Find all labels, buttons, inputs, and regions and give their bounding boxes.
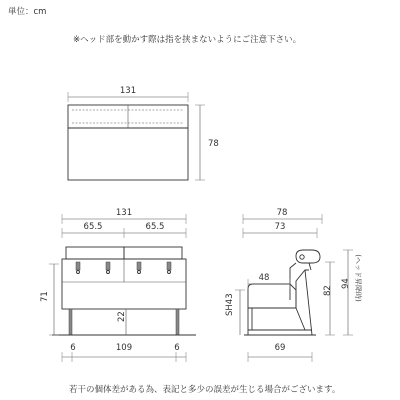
side-view: [225, 208, 363, 362]
side-height-label: 82: [323, 285, 333, 296]
front-view: [40, 208, 196, 362]
front-leg-offset-right-label: 6: [174, 343, 180, 353]
side-seat-height-label: SH43: [225, 293, 235, 316]
front-leg-height-label: 22: [117, 311, 127, 322]
side-seat-depth-label: 48: [258, 273, 270, 283]
top-width-label: 131: [119, 86, 137, 96]
front-total-width-label: 131: [115, 208, 133, 218]
side-body-depth-label: 73: [274, 222, 286, 232]
caution-note: ※ヘッド部を動かす際は指を挟まないようにご注意下さい。: [73, 35, 302, 45]
side-raised-note: (ヘッド昇降時): [354, 254, 362, 302]
top-depth-label: 78: [208, 139, 219, 149]
side-height-raised-label: 94: [341, 278, 351, 289]
unit-label: 単位：cm: [8, 7, 47, 17]
front-left-seat-width-label: 65.5: [83, 222, 103, 232]
side-total-depth-label: 78: [276, 208, 288, 218]
side-base-depth-label: 69: [274, 343, 286, 353]
top-view: [68, 86, 219, 180]
front-right-seat-width-label: 65.5: [145, 222, 165, 232]
front-leg-offset-left-label: 6: [70, 343, 76, 353]
footer-note: 若干の個体差がある為、表記と多少の誤差が生じる場合がございます。: [69, 385, 341, 395]
front-inner-leg-span-label: 109: [115, 343, 133, 353]
front-height-label: 71: [40, 291, 50, 302]
